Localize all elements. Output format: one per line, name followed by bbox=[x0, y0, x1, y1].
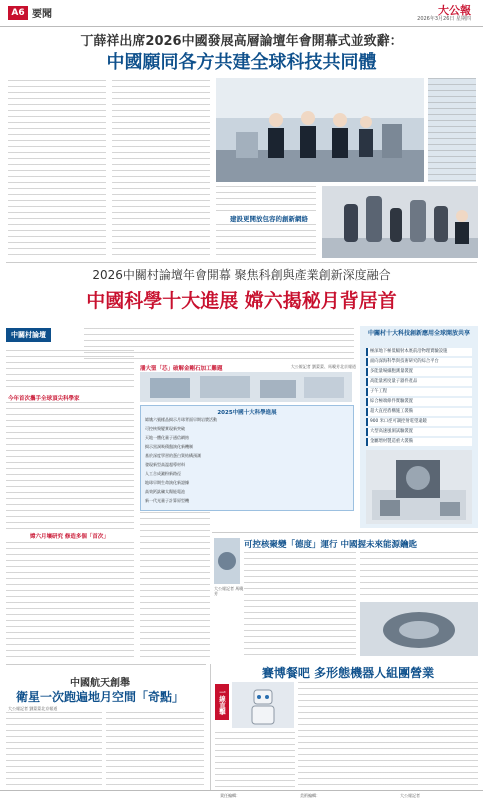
middle-story-column-1 bbox=[6, 350, 134, 392]
page-number: A6 bbox=[8, 6, 28, 20]
space-column-2 bbox=[106, 712, 204, 788]
reactor-thumbnail bbox=[214, 538, 240, 584]
fusion-caption: 大公報記者 馬曉芳 bbox=[214, 586, 244, 596]
highlight-item: 嫦娥六號樣品揭示月球背面早期岩漿活動 bbox=[145, 417, 217, 422]
sidebar-item: 面向深海科學與技術研究的綜合平台 bbox=[366, 358, 472, 366]
highlight-item: 高效鈣鈦礦太陽能電池 bbox=[145, 489, 185, 494]
middle-story-column-4 bbox=[140, 512, 210, 662]
newspaper-logo: 大公報 bbox=[438, 4, 471, 17]
sidebar-item: 極深地下極低輻射本底前沿物理實驗設施 bbox=[366, 348, 472, 356]
page-footer bbox=[0, 790, 483, 800]
middle-story-reporter: 大公報記者 劉蒙蒙、馬曉芳北京報道 bbox=[290, 364, 356, 369]
highlight-item: 發現新型高溫超導材料 bbox=[145, 462, 185, 467]
top-story-subhead: 建設更開放包容的創新網絡 bbox=[230, 215, 308, 223]
top-story-column-3 bbox=[216, 186, 316, 212]
sidebar-item: 高能量密度量子器件產品 bbox=[366, 378, 472, 386]
fusion-headline: 可控核聚變「德度」運行 中國握未來能源鑰匙 bbox=[244, 540, 417, 550]
space-story-reporter: 大公報記者 劉蒙蒙北京報道 bbox=[8, 706, 58, 711]
middle-story-subhead-1: 今年首次攜手全球頂尖科學家 bbox=[8, 396, 80, 402]
equipment-photo bbox=[366, 450, 472, 524]
robot-column-1 bbox=[298, 682, 478, 788]
sidebar-item: 900 米口徑可調控射電望遠鏡 bbox=[366, 418, 472, 426]
fusion-column-1 bbox=[244, 552, 356, 656]
top-story-headline: 中國願同各方共建全球科技共同體 bbox=[106, 52, 377, 73]
sidebar-item: 超大直徑盾構施工裝備 bbox=[366, 408, 472, 416]
issue-date: 2026年3月26日 星期四 bbox=[417, 16, 471, 22]
highlight-item: 天地一體化量子通信網絡 bbox=[145, 435, 189, 440]
middle-story-subhead-3: 嫦六月壤研究 修造多個「首次」 bbox=[30, 534, 109, 540]
highlights-title: 2025中國十大科學進展 bbox=[217, 410, 277, 416]
highlights-box bbox=[140, 405, 354, 511]
middle-story-column-2 bbox=[6, 402, 134, 532]
space-story-kicker: 中國航天創舉 bbox=[70, 678, 130, 689]
lab-photo bbox=[140, 372, 352, 402]
fusion-device-photo bbox=[360, 602, 478, 656]
highlight-item: 新一代光量子計算原型機 bbox=[145, 498, 189, 503]
sidebar-title: 中關村十大科技創新應用全球開放共享 bbox=[367, 330, 470, 337]
fusion-column-2 bbox=[360, 552, 478, 600]
robot-photo bbox=[232, 682, 294, 728]
sidebar-item: 多能量場細胞測量裝置 bbox=[366, 368, 472, 376]
space-story-headline: 衛星一次跑遍地月空間「奇點」 bbox=[15, 690, 184, 704]
middle-story-column-3 bbox=[6, 542, 134, 662]
page-header bbox=[0, 0, 483, 27]
space-column-1 bbox=[6, 712, 102, 788]
section-tag: 中關村論壇 bbox=[6, 328, 51, 342]
middle-story-headline: 中國科學十大進展 嫦六揭秘月背居首 bbox=[86, 290, 397, 312]
photo-side-caption bbox=[428, 78, 476, 182]
footer-editor: 責任編輯： bbox=[220, 793, 240, 798]
footer-designer: 美術編輯： bbox=[300, 793, 320, 798]
top-story-kicker: 丁薛祥出席2026中國發展高層論壇年會開幕式並致辭： bbox=[80, 34, 403, 49]
robot-story-headline: 賽博餐吧 多形態機器人組團營業 bbox=[261, 666, 435, 680]
highlight-item: 基於深度學習的蛋白質結構預測 bbox=[145, 453, 201, 458]
robot-column-2 bbox=[215, 732, 295, 788]
highlight-item: 人工合成澱粉新路徑 bbox=[145, 471, 181, 476]
middle-story-kicker: 2026中關村論壇年會開幕 聚焦科創與產業創新深度融合 bbox=[92, 268, 391, 282]
section-name: 要聞 bbox=[32, 9, 52, 20]
sidebar-item: 綜合極端條件實驗裝置 bbox=[366, 398, 472, 406]
exhibit-photo bbox=[322, 186, 478, 258]
highlight-item: 揭示黑洞吸積盤演化新機制 bbox=[145, 444, 193, 449]
top-story-column-2 bbox=[112, 80, 210, 256]
highlight-item: 可控核聚變實現新突破 bbox=[145, 426, 185, 431]
top-story-column-4 bbox=[216, 224, 316, 258]
highlight-item: 地球早期生命演化新證據 bbox=[145, 480, 189, 485]
forum-photo bbox=[216, 78, 424, 182]
sidebar-item: 大型高速風洞試驗裝置 bbox=[366, 428, 472, 436]
robot-story-tag: 一線直擊 bbox=[215, 684, 229, 720]
top-story-column-1 bbox=[8, 80, 106, 256]
sidebar-item: 金屬增材製造重大裝備 bbox=[366, 438, 472, 446]
innovation-sidebar bbox=[360, 326, 478, 528]
middle-story-subhead-2: 潘大聖「芯」破解金剛石加工難題 bbox=[140, 366, 223, 372]
footer-reporter: 大公報記者 bbox=[400, 793, 420, 798]
sidebar-item: 子午工程 bbox=[366, 388, 472, 396]
